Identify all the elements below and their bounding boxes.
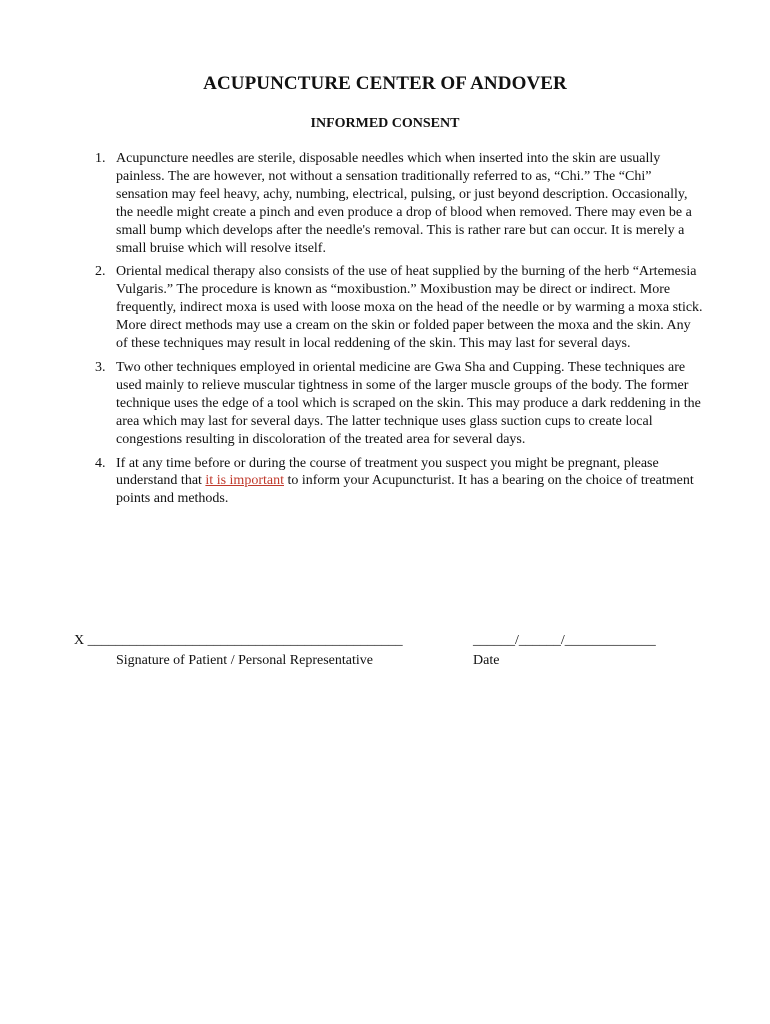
list-item-3 <box>78 359 703 449</box>
signature-line[interactable]: X _____________________________________________ <box>74 633 403 648</box>
list-item-2 <box>78 263 703 353</box>
list-item-text: Two other techniques employed in oriental medicine are Gwa Sha and Cupping. These techniques are used mainly to relieve muscular tightness in some of the larger muscle groups of the body. The former technique uses the edge of a tool which is scraped on the skin. This may produce a dark reddening in the area which may last for several days. The latter technique uses glass suction cups to create local congestions resulting in discoloration of the treated area for several days. <box>116 359 701 447</box>
consent-list <box>78 150 703 514</box>
list-item-number: 3. <box>95 359 106 375</box>
list-item-number: 4. <box>95 455 106 471</box>
list-item-text: Acupuncture needles are sterile, disposable needles which when inserted into the skin are usually painless. The are however, not without a sensation traditionally referred to as, “Chi.” The “Chi” sensation may feel heavy, achy, numbing, electrical, pulsing, or just beyond description. Occasionally, the needle might create a pinch and even produce a drop of blood when removed. There may even be a small bump which develops after the needle's removal. This is rather rare but can occur. It is merely a small bruise which will resolve itself. <box>116 151 692 256</box>
page-subtitle: INFORMED CONSENT <box>310 116 460 131</box>
date-caption: Date <box>473 653 500 668</box>
list-item-number: 1. <box>95 151 106 166</box>
list-item-4 <box>78 455 703 509</box>
list-item-1 <box>78 150 703 257</box>
date-line[interactable]: ______/______/_____________ <box>473 633 656 648</box>
list-item-number: 2. <box>95 264 106 280</box>
page-title: ACUPUNCTURE CENTER OF ANDOVER <box>203 73 567 94</box>
list-item-text-after: to inform your Acupuncturist. It has a bearing on the choice of treatment points and methods. <box>116 473 694 507</box>
important-link[interactable]: it is important <box>205 473 284 489</box>
list-item-text-before: If at any time before or during the course of treatment you suspect you might be pregnant, please understand that <box>116 455 659 489</box>
list-item-text <box>116 455 703 509</box>
signature-caption: Signature of Patient / Personal Representative <box>116 653 373 668</box>
list-item-text: Oriental medical therapy also consists of the use of heat supplied by the burning of the herb “Artemesia Vulgaris.” The procedure is known as “moxibustion.” Moxibustion may be direct or indirect. More frequently, indirect moxa is used with loose moxa on the head of the needle or by warming a moxa stick. More direct methods may use a cream on the skin or folded paper between the moxa and the skin. Any of these techniques may result in local reddening of the skin. This may last for several days. <box>116 264 703 352</box>
